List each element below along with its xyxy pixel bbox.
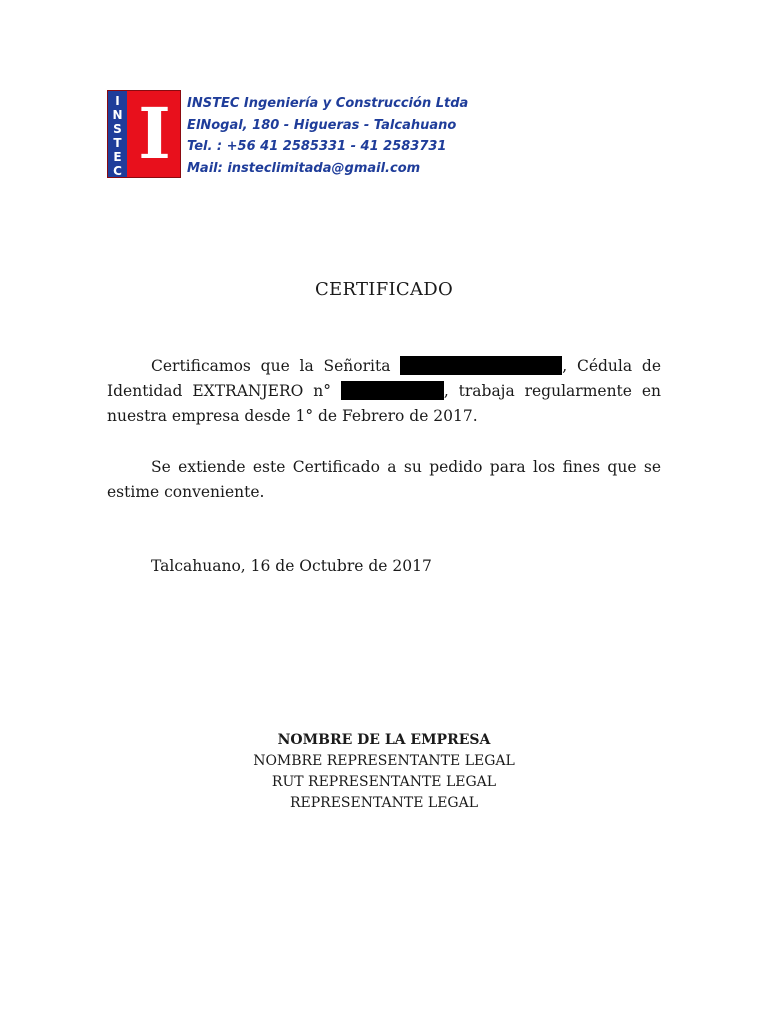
company-phone: Tel. : +56 41 2585331 - 41 2583731 [187,139,447,154]
company-info [187,93,468,179]
purpose-paragraph [107,455,661,505]
logo-strip-letter: C [113,164,122,178]
signature-rep-name: NOMBRE REPRESENTANTE LEGAL [253,753,515,769]
company-address: ElNogal, 180 - Higueras - Talcahuano [187,117,457,133]
paragraph2-text: Se extiende este Certificado a su pedido para los fines que se estime conveniente. [107,458,661,501]
logo-strip-letter: N [112,108,123,122]
signature-block [0,730,768,814]
certification-paragraph [107,354,661,429]
paragraph1-part2: , Cédula de Identidad EXTRANJERO n° [107,357,661,400]
signature-rep-title: REPRESENTANTE LEGAL [289,795,479,811]
logo-strip-letter: I [115,94,120,108]
paragraph1-part1: Certificamos que la Señorita [151,357,401,375]
logo-strip-letter: T [113,136,122,150]
company-name: INSTEC Ingeniería y Construcción Ltda [187,96,469,111]
signature-company-name: NOMBRE DE LA EMPRESA [277,732,491,748]
logo-vertical-strip [108,91,127,177]
place-date-line: Talcahuano, 16 de Octubre de 2017 [151,557,432,575]
letterhead [107,90,487,180]
redacted-id-box [341,381,444,400]
logo-big-letter: I [138,92,171,175]
redacted-name-box [400,356,562,375]
instec-logo [107,90,181,178]
logo-strip-letter: E [113,150,122,164]
logo-strip-letter: S [113,122,122,136]
company-email: Mail: insteclimitada@gmail.com [187,160,421,176]
document-title: CERTIFICADO [314,279,454,300]
signature-rep-rut: RUT REPRESENTANTE LEGAL [271,774,497,790]
paragraph1-part3: , trabaja regularmente en nuestra empresa desde 1° de Febrero de 2017. [107,382,661,425]
